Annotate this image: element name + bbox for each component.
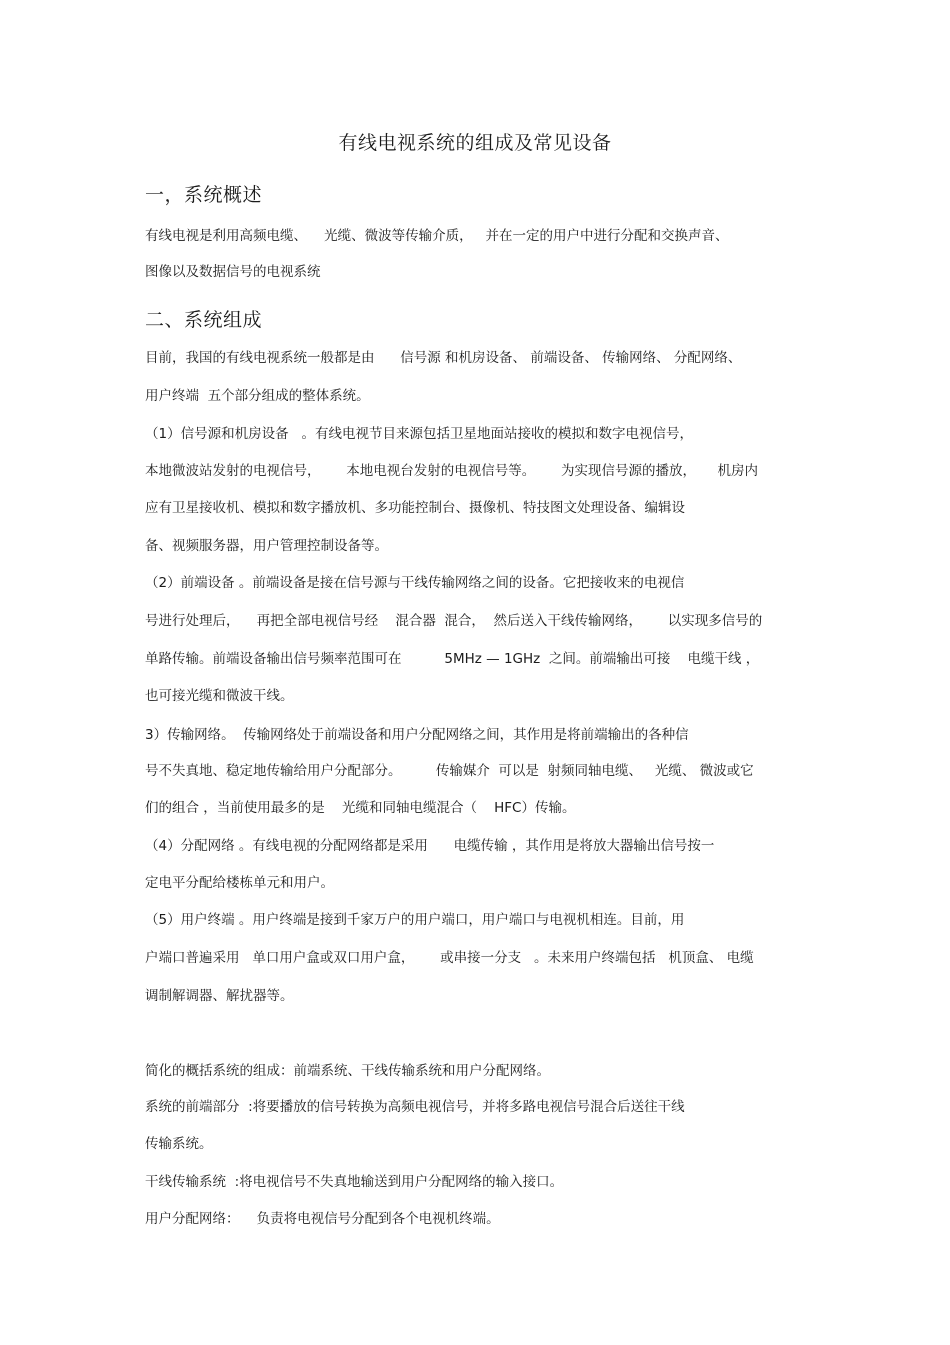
paragraph-line: 备、视频服务器，用户管理控制设备等。 bbox=[145, 538, 388, 554]
paragraph-line: 也可接光缆和微波干线。 bbox=[145, 688, 294, 704]
paragraph-line: 号进行处理后， 再把全部电视信号经 混合器 混合， 然后送入干线传输网络， 以实现多信号的 bbox=[145, 613, 763, 629]
paragraph-line: 定电平分配给楼栋单元和用户。 bbox=[145, 875, 334, 891]
page-title: 有线电视系统的组成及常见设备 bbox=[338, 132, 612, 154]
paragraph-line: 用户终端 五个部分组成的整体系统。 bbox=[145, 388, 370, 404]
paragraph-line: （1）信号源和机房设备 。有线电视节目来源包括卫星地面站接收的模拟和数字电视信号， bbox=[145, 426, 693, 442]
summary-line: 系统的前端部分 :将要播放的信号转换为高频电视信号，并将多路电视信号混合后送往干线 bbox=[145, 1099, 685, 1115]
paragraph-line: 应有卫星接收机、模拟和数字播放机、多功能控制台、摄像机、特技图文处理设备、编辑设 bbox=[145, 500, 685, 516]
paragraph-line: 们的组合 ，当前使用最多的是 光缆和同轴电缆混合（ HFC）传输。 bbox=[145, 800, 576, 816]
summary-line: 传输系统。 bbox=[145, 1136, 213, 1152]
paragraph-line: 有线电视是利用高频电缆、 光缆、微波等传输介质， 并在一定的用户中进行分配和交换声音、 bbox=[145, 228, 729, 244]
section-heading-composition: 二、系统组成 bbox=[145, 309, 263, 331]
paragraph-line: 号不失真地、稳定地传输给用户分配部分。 传输媒介 可以是 射频同轴电缆、 光缆、 微波或它 bbox=[145, 763, 754, 779]
paragraph-line: 单路传输。前端设备输出信号频率范围可在 5MHz — 1GHz 之间。前端输出可接 电缆干线 ， bbox=[145, 651, 760, 667]
paragraph-line: 户端口普遍采用 单口用户盒或双口用户盒， 或串接一分支 。未来用户终端包括 机顶盒、 电缆 bbox=[145, 950, 754, 966]
paragraph-line: （2）前端设备 。前端设备是接在信号源与干线传输网络之间的设备。它把接收来的电视信 bbox=[145, 575, 685, 591]
paragraph-line: 调制解调器、解扰器等。 bbox=[145, 988, 294, 1004]
paragraph-line: （4）分配网络 。有线电视的分配网络都是采用 电缆传输 ，其作用是将放大器输出信号按一 bbox=[145, 838, 715, 854]
paragraph-line: 3）传输网络。 传输网络处于前端设备和用户分配网络之间，其作用是将前端输出的各种信 bbox=[145, 727, 689, 743]
paragraph-line: 目前，我国的有线电视系统一般都是由 信号源 和机房设备、 前端设备、 传输网络、 分配网络、 bbox=[145, 350, 742, 366]
paragraph-line: 本地微波站发射的电视信号， 本地电视台发射的电视信号等。 为实现信号源的播放， 机房内 bbox=[145, 463, 758, 479]
summary-line: 简化的概括系统的组成：前端系统、干线传输系统和用户分配网络。 bbox=[145, 1063, 550, 1079]
paragraph-line: 图像以及数据信号的电视系统 bbox=[145, 264, 321, 280]
section-heading-overview: 一，系统概述 bbox=[145, 184, 263, 206]
summary-line: 用户分配网络： 负责将电视信号分配到各个电视机终端。 bbox=[145, 1211, 500, 1227]
paragraph-line: （5）用户终端 。用户终端是接到千家万户的用户端口，用户端口与电视机相连。目前，用 bbox=[145, 912, 685, 928]
summary-line: 干线传输系统 :将电视信号不失真地输送到用户分配网络的输入接口。 bbox=[145, 1174, 564, 1190]
